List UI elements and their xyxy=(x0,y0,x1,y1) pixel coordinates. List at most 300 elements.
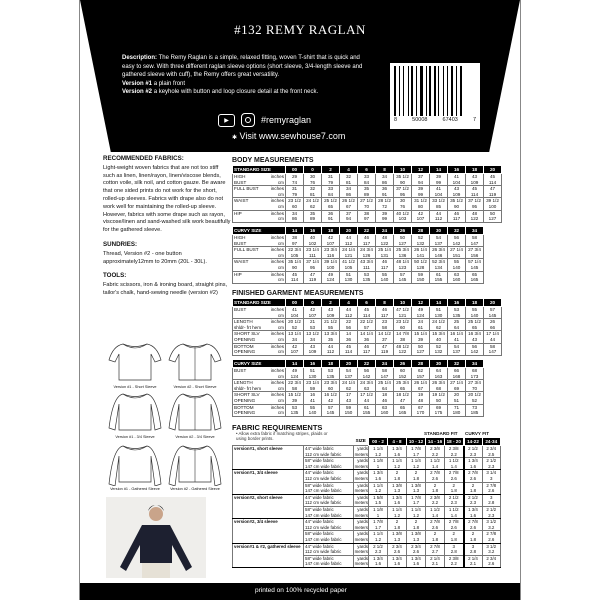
size-header: 18 xyxy=(322,227,340,235)
value-cell xyxy=(322,174,340,186)
fabric-width-line: 147 cm wide fabric xyxy=(305,488,342,494)
unit-label: inches xyxy=(270,247,284,253)
unit-label: cm xyxy=(277,264,284,270)
meters-value: 2.6 xyxy=(450,475,457,481)
cm-value: 65 xyxy=(399,385,406,391)
unit-label: meters xyxy=(354,561,368,567)
row-label-line xyxy=(234,277,285,283)
value-cell xyxy=(304,380,322,392)
meters-value: 1.6 xyxy=(469,512,477,518)
cm-value: 105 xyxy=(344,264,353,270)
size-header: 00 xyxy=(286,166,304,174)
value-cell xyxy=(286,319,304,331)
garment-caption: Version #1 - Gathered Sleeve xyxy=(110,487,160,491)
cm-value: 168 xyxy=(452,373,461,379)
unit-label: yards xyxy=(357,458,368,464)
barcode xyxy=(390,63,480,129)
value-cell xyxy=(376,319,394,331)
meters-value: 1.2 xyxy=(393,512,401,518)
yards-value: 3 xyxy=(490,494,493,500)
garment-illustration xyxy=(165,340,225,389)
inches-value: 58 xyxy=(471,235,478,240)
value-cell xyxy=(376,259,394,271)
fabric-row xyxy=(233,470,501,482)
measurement-row xyxy=(233,186,502,198)
cm-value: 90 xyxy=(399,179,406,185)
unit-label: inches xyxy=(270,343,284,349)
value-cell xyxy=(394,198,412,210)
inches-value: 31 xyxy=(291,186,298,192)
measure-name: HIGH xyxy=(234,235,246,240)
cm-value: 136 xyxy=(398,252,407,258)
fabric-value xyxy=(464,543,483,555)
inches-value: 57 xyxy=(489,307,496,312)
inches-value: 25 3/4 xyxy=(396,380,409,386)
inches-value: 40 1/2 xyxy=(396,210,409,216)
inches-value: 21 1/2 xyxy=(324,319,337,325)
size-header: 14 xyxy=(286,360,304,368)
barcode-bar xyxy=(438,66,439,116)
inches-value: 50 xyxy=(399,235,406,240)
value-cell xyxy=(394,235,412,247)
inches-value: 37 xyxy=(417,174,424,179)
value-cell xyxy=(412,307,430,319)
row-label xyxy=(233,319,286,331)
value-cell xyxy=(466,271,484,283)
value-cell xyxy=(358,307,376,319)
inches-value: 23 3/4 xyxy=(324,247,337,253)
fabric-value xyxy=(388,555,407,567)
version2-text: a keyhole with button and loop closure detail at the front neck. xyxy=(153,89,319,96)
fabric-width-line: 44" wide fabric xyxy=(305,494,334,500)
meters-value: 1.2 xyxy=(374,451,382,457)
inches-value: 49 xyxy=(291,368,298,373)
inches-value: 27 3/4 xyxy=(468,380,481,386)
meters-value: 2.2 xyxy=(450,451,457,457)
value-cell xyxy=(430,380,448,392)
size-header: 32 xyxy=(448,360,466,368)
yards-value: 2 7/8 xyxy=(430,519,440,525)
inches-value: 73 xyxy=(471,404,478,410)
inches-value: 33 xyxy=(363,174,370,179)
yards-value: 2 7/8 xyxy=(448,470,459,476)
unit-cell xyxy=(354,494,369,506)
barcode-digit: 50008 xyxy=(412,117,428,123)
value-cell xyxy=(304,331,322,343)
barcode-bar xyxy=(456,66,457,116)
blank xyxy=(233,438,354,446)
yards-value: 1 7/8 xyxy=(373,519,383,525)
inches-value: 17 xyxy=(345,392,352,398)
inches-value: 25 1/2 xyxy=(324,198,337,204)
fabric-width-line: 112 cm wide fabric xyxy=(305,524,342,530)
yards-value: 2 7/8 xyxy=(486,531,497,537)
row-label xyxy=(233,343,286,355)
row-label xyxy=(233,235,286,247)
value-cell xyxy=(286,331,304,343)
fabric-value xyxy=(445,543,464,555)
cm-value: 104 xyxy=(290,312,299,318)
cm-value: 107 xyxy=(416,216,425,222)
unit-label: inches xyxy=(270,392,284,398)
cm-value: 145 xyxy=(326,410,335,416)
size-header: 8 xyxy=(376,166,394,174)
unit-label: cm xyxy=(277,277,284,283)
yards-value: 2 1/2 xyxy=(468,446,478,451)
size-header: 20 xyxy=(340,227,358,235)
cm-value: 52 xyxy=(471,397,478,403)
inches-value: 67 xyxy=(417,404,424,410)
value-cell xyxy=(358,247,376,259)
inches-value: 63 xyxy=(381,404,388,410)
size-header: 28 xyxy=(412,360,430,368)
value-cell xyxy=(430,343,448,355)
cm-value: 135 xyxy=(290,410,299,416)
value-cell xyxy=(376,198,394,210)
inches-value: 47 xyxy=(489,186,496,192)
size-header: 26 xyxy=(394,227,412,235)
row-label xyxy=(233,368,286,380)
measurement-row xyxy=(233,198,502,210)
hashtag: #remyraglan xyxy=(261,115,312,125)
inches-value: 37 1/2 xyxy=(468,198,481,204)
value-cell xyxy=(466,319,484,331)
measure-name: BOTTOM xyxy=(234,343,254,349)
cm-value: 35 xyxy=(327,336,334,342)
value-cell xyxy=(322,259,340,271)
fabric-value xyxy=(407,458,426,470)
version-name: version#2, 3/4 sleeve xyxy=(233,519,304,543)
cm-value: 84 xyxy=(327,191,334,197)
size-header: 34 xyxy=(466,227,484,235)
meters-value: 1.4 xyxy=(450,512,457,518)
unit-label: inches xyxy=(270,307,284,312)
yards-value: 2 xyxy=(395,519,399,525)
row-label-line xyxy=(234,180,285,186)
inches-value: 46 xyxy=(363,343,370,349)
cm-value: 99 xyxy=(381,216,388,222)
cm-value: 64 xyxy=(453,324,460,330)
cm-value: 109 xyxy=(470,179,479,185)
fabric-value xyxy=(426,482,445,494)
cm-value: 42 xyxy=(327,397,334,403)
value-cell xyxy=(340,343,358,355)
size-header: 4 xyxy=(340,166,358,174)
value-cell xyxy=(376,235,394,247)
cm-value: 147 xyxy=(380,373,389,379)
cm-value: 119 xyxy=(380,349,389,355)
inches-value: 43 3/4 xyxy=(360,259,373,265)
unit-label: yards xyxy=(357,543,368,549)
fabric-value xyxy=(388,531,407,543)
inches-value: 39 xyxy=(417,186,424,192)
inches-value: 34 xyxy=(381,174,388,179)
cm-value: 147 xyxy=(488,349,497,355)
unit-label: inches xyxy=(270,319,284,325)
value-cell xyxy=(322,198,340,210)
cm-value: 51 xyxy=(453,397,460,403)
cm-value: 65 xyxy=(327,203,334,209)
row-label-line xyxy=(234,337,285,343)
unit-cell xyxy=(354,482,369,494)
fabric-width-line: 147 cm wide fabric xyxy=(305,512,342,518)
fabric-width-line: 44" wide fabric xyxy=(305,446,334,451)
inches-value: 20 1/2 xyxy=(288,319,301,325)
barcode-bar xyxy=(437,66,438,116)
fabric-value xyxy=(445,458,464,470)
fabric-size-header: 4 - 8 xyxy=(388,438,407,446)
inches-value: 13 1/2 xyxy=(306,331,319,337)
fabric-value xyxy=(464,494,483,506)
inches-value: 40 xyxy=(309,235,316,240)
inches-value: 33 1/2 xyxy=(432,198,445,204)
cm-value: 85 xyxy=(435,203,442,209)
cm-value: 38 xyxy=(399,336,406,342)
cm-value: 135 xyxy=(452,312,461,318)
fabric-width-line: 58" wide fabric xyxy=(305,531,334,537)
fabric-value xyxy=(388,470,407,482)
yards-value: 1 7/8 xyxy=(411,494,421,500)
inches-value: 26 1/4 xyxy=(414,247,427,253)
unit-cell xyxy=(354,458,369,470)
value-cell xyxy=(286,198,304,210)
inches-value: 16 1/2 xyxy=(324,392,337,398)
meters-value: 1.2 xyxy=(374,488,382,494)
unit-label: yards xyxy=(357,519,368,525)
barcode-bar xyxy=(454,66,455,116)
value-cell xyxy=(286,368,304,380)
size-header: 0 xyxy=(304,299,322,307)
value-cell xyxy=(430,307,448,319)
inches-value: 22 1/2 xyxy=(360,319,373,325)
value-cell xyxy=(412,368,430,380)
value-cell xyxy=(358,186,376,198)
barcode-bar xyxy=(420,66,423,116)
cm-value: 103 xyxy=(398,216,407,222)
inches-value: 35 xyxy=(309,210,316,216)
inches-value: 48 1/2 xyxy=(396,343,409,349)
value-cell xyxy=(430,319,448,331)
cm-value: 99 xyxy=(417,191,424,197)
inches-value: 20 xyxy=(453,392,460,398)
size-header: 00 xyxy=(286,299,304,307)
inches-value: 25 1/4 xyxy=(378,380,391,386)
fabric-width-line: 112 cm wide fabric xyxy=(305,475,342,481)
fabric-value xyxy=(445,506,464,518)
inches-value: 48 xyxy=(381,235,388,240)
size-header-row xyxy=(233,166,502,174)
meters-value: 1 xyxy=(376,463,380,469)
barcode-bar xyxy=(410,66,411,116)
value-cell xyxy=(304,259,322,271)
value-cell xyxy=(304,392,322,404)
cm-value: 160 xyxy=(452,277,461,283)
fabric-value xyxy=(407,482,426,494)
meters-value: 1 xyxy=(376,512,380,518)
fabrics-text: Light-weight woven fabrics that are not too stiff such as linen, linen/rayon, linen/viscose blends, cotton voile, silk noil, and cotton gauze. Be aware that one sided prints do not work for the short, rolled-up sleeves. Fabrics with drape also do not work well for maintaining the rolled-up sleeve. xyxy=(103,164,226,210)
value-cell xyxy=(376,174,394,186)
row-label-line xyxy=(234,398,285,404)
instagram-icon[interactable] xyxy=(241,113,255,127)
cm-value: 146 xyxy=(434,252,443,258)
inches-value: 55 xyxy=(453,259,460,265)
cm-value: 111 xyxy=(309,252,316,258)
yards-value: 2 3/4 xyxy=(486,555,497,561)
cm-value: 81 xyxy=(345,179,352,185)
curvy-fit-label: CURVY FIT xyxy=(465,431,490,436)
unit-label: inches xyxy=(270,235,284,240)
size-header: 18 xyxy=(466,166,484,174)
inches-value: 65 xyxy=(471,271,478,277)
inches-value: 42 xyxy=(291,343,298,349)
fabric-value xyxy=(388,506,407,518)
cm-value: 95 xyxy=(309,264,316,270)
cm-value: 140 xyxy=(470,312,479,318)
barcode-bar xyxy=(447,66,448,116)
value-cell xyxy=(466,186,484,198)
inches-value: 27 1/4 xyxy=(450,247,463,253)
meters-value: 1.8 xyxy=(431,488,439,494)
value-cell xyxy=(304,198,322,210)
unit-label: cm xyxy=(277,240,284,246)
fabric-value xyxy=(388,458,407,470)
value-cell xyxy=(394,186,412,198)
inches-value: 24 3/4 xyxy=(360,247,373,253)
fabric-value xyxy=(369,519,388,531)
size-header: 12 xyxy=(412,166,430,174)
fabrics-text-2: However, fabrics with some drape such as rayon, viscose/linen and sand-washed silk work beautifully for the gathered sleeve. xyxy=(103,211,231,234)
measure-name: HIP xyxy=(234,271,242,277)
barcode-bar xyxy=(394,66,396,116)
version-name: version#1, short sleeve xyxy=(233,446,304,470)
barcode-digit: 67403 xyxy=(442,117,458,123)
tools-heading: TOOLS: xyxy=(103,272,127,280)
inches-value: 50 1/2 xyxy=(414,259,427,265)
value-cell xyxy=(340,319,358,331)
cm-value: 86 xyxy=(291,216,298,222)
inches-value: 25 1/2 xyxy=(468,319,481,325)
measure-name: BUST xyxy=(234,307,247,312)
unit-label: cm xyxy=(277,410,284,416)
barcode-bar xyxy=(443,66,444,116)
fabric-width xyxy=(304,446,354,458)
value-cell xyxy=(412,174,430,186)
inches-value: 34 xyxy=(291,210,298,216)
value-cell xyxy=(340,271,358,283)
fabric-table xyxy=(232,437,501,568)
value-cell xyxy=(430,210,448,222)
measurement-row xyxy=(233,368,484,380)
fabric-value xyxy=(445,446,464,458)
value-cell xyxy=(358,174,376,186)
cm-value: 91 xyxy=(381,191,388,197)
yards-value: 1 1/4 xyxy=(373,482,383,488)
value-cell xyxy=(466,404,484,416)
inches-value: 39 xyxy=(435,174,442,179)
footer-bar xyxy=(80,583,520,600)
website-link[interactable] xyxy=(232,131,345,141)
measurement-table xyxy=(232,165,502,223)
meters-value: 2.2 xyxy=(431,451,439,457)
row-label xyxy=(233,259,286,271)
cm-value: 39 xyxy=(291,397,298,403)
fabric-value xyxy=(388,519,407,531)
unit-label: inches xyxy=(270,404,284,410)
cm-value: 89 xyxy=(309,216,316,222)
yards-value: 2 7/8 xyxy=(430,470,440,476)
fabric-row xyxy=(233,446,501,458)
unit-label: inches xyxy=(270,186,284,192)
meters-value: 1.4 xyxy=(450,463,457,469)
value-cell xyxy=(376,271,394,283)
size-header: 16 xyxy=(448,299,466,307)
fabric-value xyxy=(482,555,501,567)
cm-value: 65 xyxy=(471,324,478,330)
value-cell xyxy=(448,307,466,319)
inches-value: 49 xyxy=(417,307,424,312)
inches-value: 41 xyxy=(453,174,460,179)
value-cell xyxy=(304,319,322,331)
finished-measurements-heading: FINISHED GARMENT MEASUREMENTS xyxy=(232,290,364,297)
row-label xyxy=(233,210,286,222)
fabric-value xyxy=(407,470,426,482)
inches-value: 35 1/4 xyxy=(288,259,301,265)
inches-value: 23 xyxy=(381,319,388,325)
barcode-bar xyxy=(428,66,429,116)
inches-value: 45 xyxy=(363,307,370,312)
inches-value: 45 xyxy=(489,174,496,179)
cm-value: 68 xyxy=(435,385,442,391)
measure-name: HIGH xyxy=(234,174,246,179)
garment-illustration xyxy=(165,442,225,491)
yards-value: 1 1/2 xyxy=(430,458,440,464)
size-header: 10 xyxy=(394,299,412,307)
value-cell xyxy=(322,247,340,259)
inches-value: 50 xyxy=(489,210,496,216)
inches-value: 24 3/4 xyxy=(360,380,373,386)
value-cell xyxy=(304,186,322,198)
meters-value: 1.5 xyxy=(374,500,382,506)
value-cell xyxy=(358,271,376,283)
garment-caption: Version #2 - Short Sleeve xyxy=(173,385,217,389)
meters-value: 2.8 xyxy=(469,549,477,555)
inches-value: 22 3/4 xyxy=(288,380,301,386)
inches-value: 71 xyxy=(453,404,460,410)
barcode-bar xyxy=(408,66,409,116)
cm-value: 104 xyxy=(434,191,443,197)
value-cell xyxy=(340,331,358,343)
value-cell xyxy=(358,319,376,331)
value-cell xyxy=(484,186,502,198)
cm-value: 119 xyxy=(488,191,497,197)
inches-value: 38 xyxy=(363,210,370,216)
unit-label: yards xyxy=(357,531,368,537)
fabric-width-line: 58" wide fabric xyxy=(305,555,334,561)
youtube-icon[interactable]: ▶ xyxy=(218,114,235,127)
version-name: version#1, 3/4 sleeve xyxy=(233,470,304,494)
cm-value: 173 xyxy=(470,373,479,379)
cm-value: 165 xyxy=(398,410,407,416)
value-cell xyxy=(376,247,394,259)
value-cell xyxy=(322,404,340,416)
cm-value: 109 xyxy=(308,349,317,355)
value-cell xyxy=(286,259,304,271)
cm-value: 50 xyxy=(435,397,442,403)
cm-value: 76 xyxy=(309,179,316,185)
inches-value: 55 xyxy=(309,404,316,410)
unit-label: cm xyxy=(277,336,284,342)
meters-value: 1.8 xyxy=(393,475,401,481)
